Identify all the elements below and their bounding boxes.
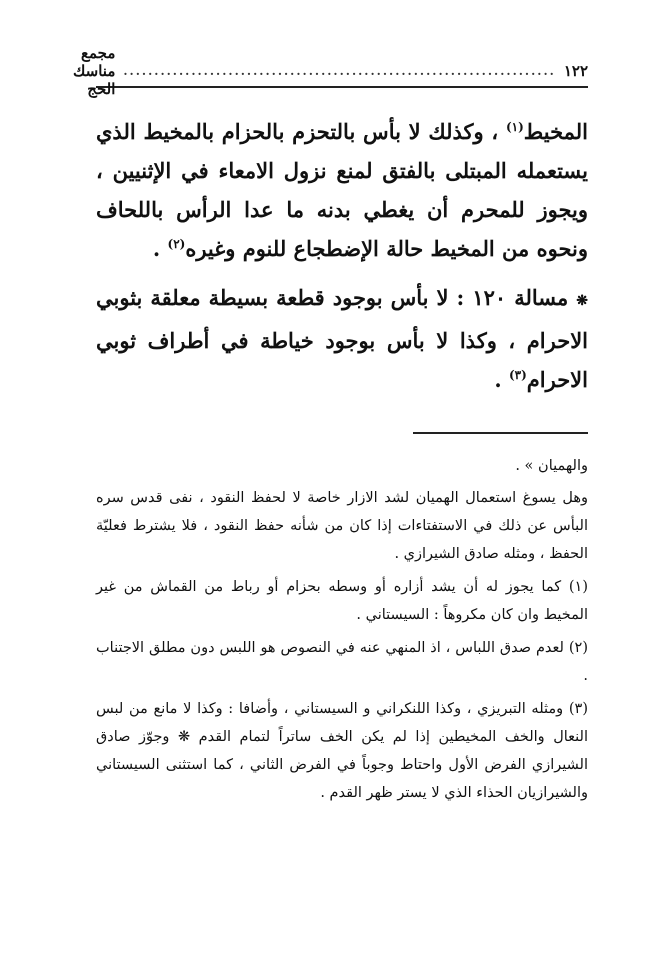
book-title: مجمع مناسك الحج [73, 44, 116, 98]
footnote-1 [96, 573, 588, 629]
footnotes [96, 452, 588, 812]
footnote-ref-1: (١) [505, 120, 524, 134]
footnote-text: كما يجوز له أن يشد أزاره أو وسطه بحزام أو رباط من القماش من غير المخيط وان كان مكروهاً : السيستاني . [96, 579, 588, 623]
footnote-2 [96, 634, 588, 690]
footnote-paragraph: وهل يسوغ استعمال الهميان لشد الازار خاصة لا لحفظ النقود ، نفى قدس سره البأس عن ذلك في الاستفتاءات إذا كان من شأنه حفظ النقود ، فلا يشترط فعليّة الحفظ ، ومثله صادق الشيرازي . [96, 490, 588, 562]
footnote-continuation: والهميان » . [515, 458, 588, 474]
footnote-ref-3: (٣) [508, 368, 527, 382]
main-paragraph-1: المخيط$^{(١)}$ ، وكذلك لا بأس بالتحزم بالحزام بالمخيط الذي يستعمله المبتلى بالفتق لمنع نزول الامعاء في الإثنيين ، ويجوز للمحرم أن يغطي بدنه ما عدا الرأس باللحاف ونحوه من المخيط حالة الإضطجاع للنوم وغيره$^{(٢)}$ . [96, 119, 588, 261]
issue-120: ❋ مسالة ١٢٠ : لا بأس بوجود قطعة بسيطة معلقة بثوبي الاحرام ، وكذا لا بأس بوجود خياطة في أطراف ثوبي الاحرام$^{(٣)}$ . [96, 285, 588, 392]
footnote-number: (١) [568, 579, 588, 595]
page-header [73, 44, 588, 98]
main-text [96, 112, 588, 399]
footnote-ref-2: (٢) [167, 237, 186, 251]
page-number: ١٢٢ [563, 62, 588, 80]
issue-text: : لا بأس بوجود قطعة بسيطة معلقة بثوبي الاحرام ، وكذا لا بأس بوجود خياطة في أطراف ثوبي الاحرام [96, 285, 588, 392]
header-dots: ...................................................................... [123, 64, 556, 78]
footnote-text: ومثله التبريزي ، وكذا اللنكراني و السيستاني ، وأضافا : وكذا لا مانع من لبس النعال والخف المخيطين إذا لم يكن الخف ساتراً لتمام القدم ❋ وجوّز صادق الشيرازي الفرض الأول واحتاط وجوباً في الفرض الثاني ، كما استثنى السيستاني والشيرازيان الحذاء الذي لا يستر ظهر القدم . [96, 701, 588, 801]
footnote-3 [96, 695, 588, 807]
footnote-text: لعدم صدق اللباس ، اذ المنهي عنه في النصوص هو اللبس دون مطلق الاجتناب . [96, 640, 588, 684]
footnote-number: (٣) [568, 701, 588, 717]
footnote-number: (٢) [568, 640, 588, 656]
star-icon: ❋ [576, 293, 588, 309]
issue-label: مسالة ١٢٠ [472, 285, 569, 310]
footnote-separator [413, 432, 588, 434]
